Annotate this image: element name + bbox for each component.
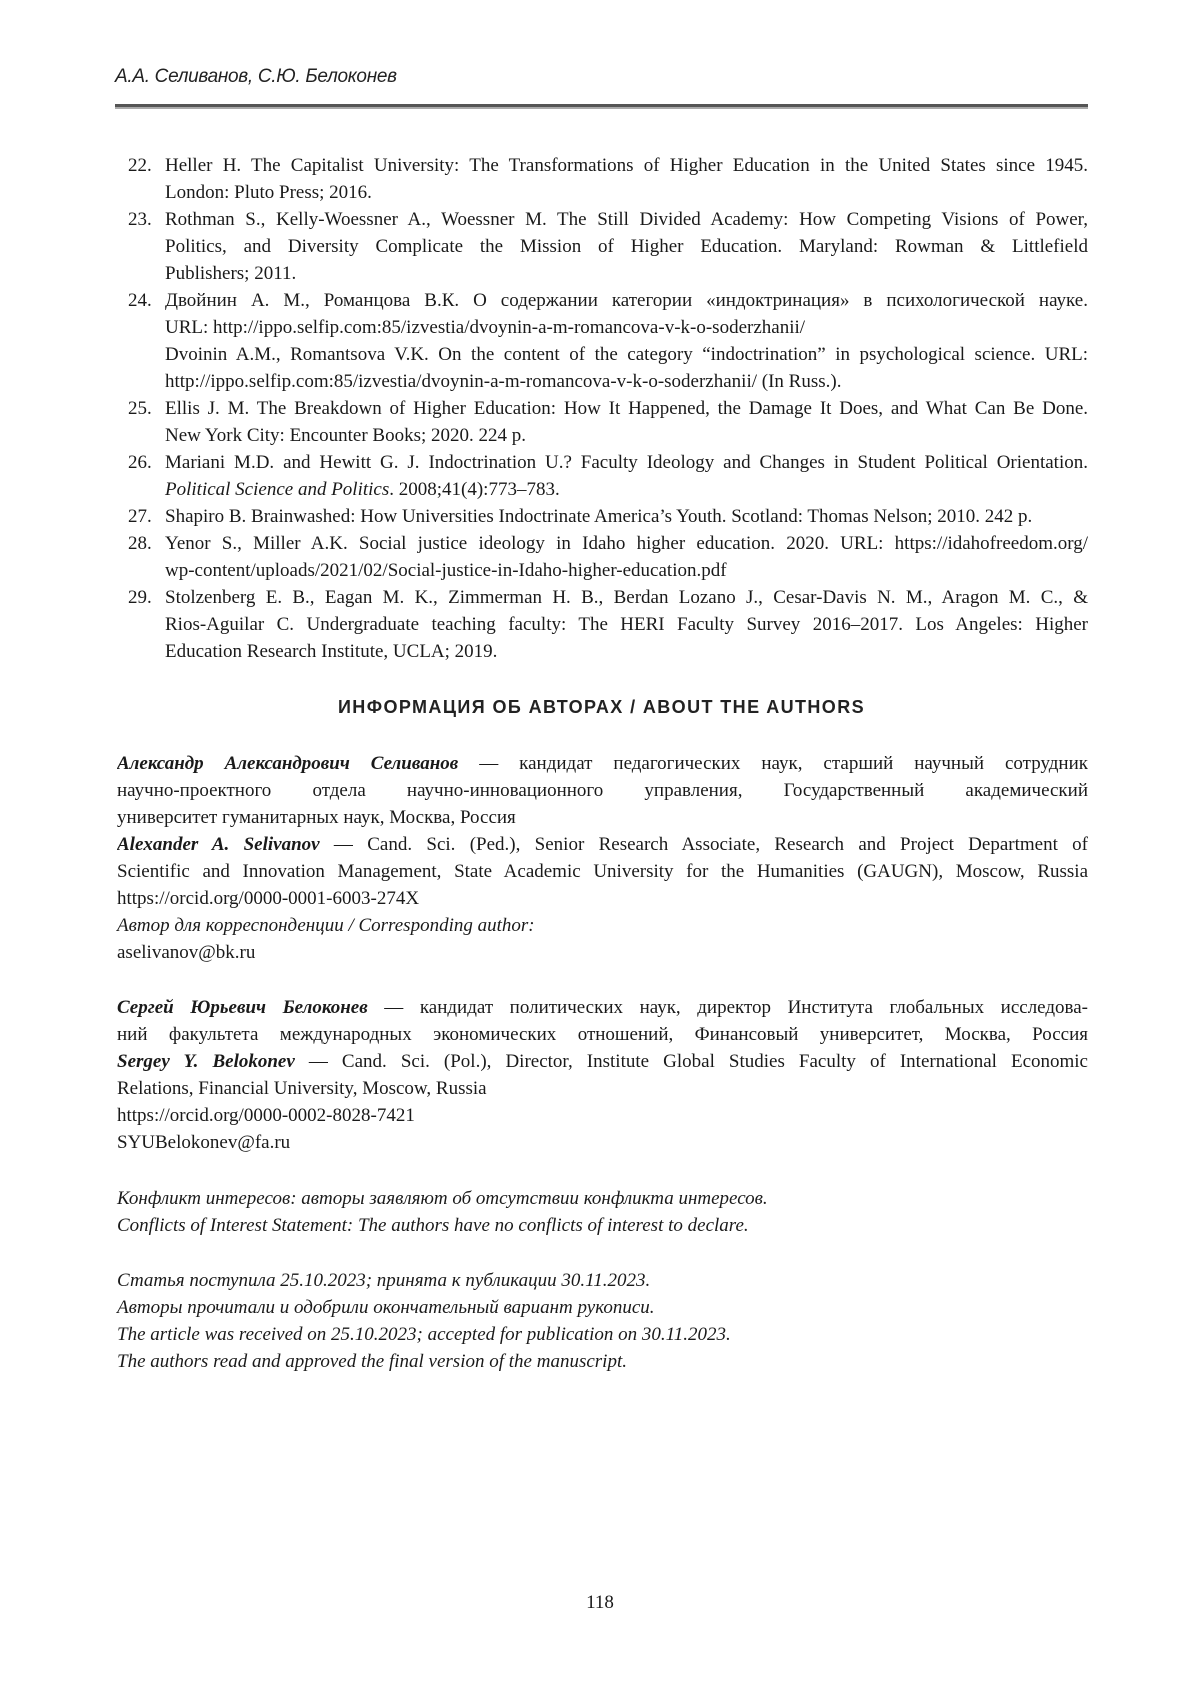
text-line — [117, 912, 1088, 939]
text-segment: Mariani M.D. and Hewitt G. J. Indoctrination U.? Faculty Ideology and Changes in Student Political Orientation. — [165, 452, 1088, 473]
text-segment: aselivanov@bk.ru — [117, 942, 255, 963]
text-segment: The authors read and approved the final version of the manuscript. — [117, 1351, 627, 1372]
text-segment: научно-проектного отдела научно-инновационного управления, Государственный академический — [117, 780, 1088, 801]
text-line — [117, 1185, 1088, 1212]
text-segment: Scientific and Innovation Management, State Academic University for the Humanities (GAUGN), Moscow, Russia — [117, 861, 1088, 882]
text-segment: Rothman S., Kelly-Woessner A., Woessner M. The Still Divided Academy: How Competing Visions of Power, — [165, 209, 1088, 230]
reference-list — [128, 152, 1088, 665]
text-segment: Конфликт интересов: авторы заявляют об отсутствии конфликта интересов. — [117, 1188, 768, 1209]
text-line — [117, 831, 1088, 858]
text-segment: The article was received on 25.10.2023; accepted for publication on 30.11.2023. — [117, 1324, 731, 1345]
text-segment: Heller H. The Capitalist University: The Transformations of Higher Education in the United States since 1945. — [165, 155, 1088, 176]
text-line — [117, 1212, 1088, 1239]
text-segment: Stolzenberg E. B., Eagan M. K., Zimmerman H. B., Berdan Lozano J., Cesar-Davis N. M., Aragon M. C., & — [165, 587, 1088, 608]
text-line — [117, 1321, 1088, 1348]
text-line — [165, 260, 1088, 287]
text-line — [165, 638, 1088, 665]
reference-number: 22. — [128, 152, 152, 179]
conflict-of-interest — [117, 1185, 1088, 1239]
text-segment: Publishers; 2011. — [165, 263, 296, 284]
text-line — [117, 939, 1088, 966]
reference-item — [128, 449, 1088, 503]
text-segment: wp-content/uploads/2021/02/Social-justice-in-Idaho-higher-education.pdf — [165, 560, 727, 581]
text-segment: http://ippo.selfip.com:85/izvestia/dvoynin-a-m-romancova-v-k-o-soderzhanii/ (In Russ.). — [165, 371, 841, 392]
text-line — [117, 885, 1088, 912]
text-segment: https://orcid.org/0000-0002-8028-7421 — [117, 1105, 415, 1126]
text-segment: — кандидат педагогических наук, старший научный сотрудник — [458, 753, 1088, 774]
text-line — [165, 395, 1088, 422]
text-line — [117, 1267, 1088, 1294]
text-line — [117, 858, 1088, 885]
text-segment: Yenor S., Miller A.K. Social justice ideology in Idaho higher education. 2020. URL: https://idahofreedom.org/ — [165, 533, 1088, 554]
text-segment: Conflicts of Interest Statement: The authors have no conflicts of interest to declare. — [117, 1215, 749, 1236]
page-number: 118 — [0, 1592, 1200, 1614]
text-line — [165, 233, 1088, 260]
text-segment: Shapiro B. Brainwashed: How Universities Indoctrinate America’s Youth. Scotland: Thomas Nelson; 2010. 242 p. — [165, 506, 1032, 527]
authors-heading: ИНФОРМАЦИЯ ОБ АВТОРАХ / ABOUT THE AUTHORS — [115, 694, 1088, 721]
running-title: А.А. Селиванов, С.Ю. Белоконев — [115, 66, 397, 88]
text-segment: Dvoinin A.M., Romantsova V.K. On the content of the category “indoctrination” in psychological science. URL: — [165, 344, 1088, 365]
text-line — [165, 449, 1088, 476]
text-segment: Relations, Financial University, Moscow, Russia — [117, 1078, 487, 1099]
text-segment: URL: http://ippo.selfip.com:85/izvestia/dvoynin-a-m-romancova-v-k-o-soderzhanii/ — [165, 317, 805, 338]
text-segment: . 2008;41(4):773–783. — [389, 479, 559, 500]
reference-number: 29. — [128, 584, 152, 611]
text-segment: Education Research Institute, UCLA; 2019. — [165, 641, 497, 662]
reference-number: 25. — [128, 395, 152, 422]
text-line — [117, 777, 1088, 804]
text-line — [165, 152, 1088, 179]
reference-number: 23. — [128, 206, 152, 233]
text-segment: университет гуманитарных наук, Москва, Россия — [117, 807, 516, 828]
text-line — [117, 1075, 1088, 1102]
author-info-belokonev — [117, 994, 1088, 1156]
text-line — [165, 341, 1088, 368]
author-info-selivanov — [117, 750, 1088, 966]
text-segment: Авторы прочитали и одобрили окончательный вариант рукописи. — [117, 1297, 655, 1318]
author-name: Alexander A. Selivanov — [117, 834, 320, 855]
author-name: Александр Александрович Селиванов — [117, 753, 458, 774]
text-segment: SYUBelokonev@fa.ru — [117, 1132, 290, 1153]
reference-item — [128, 530, 1088, 584]
text-segment: Rios-Aguilar C. Undergraduate teaching faculty: The HERI Faculty Survey 2016–2017. Los Angeles: Higher — [165, 614, 1088, 635]
header-rule — [115, 104, 1088, 109]
text-line — [165, 368, 1088, 395]
text-line — [117, 994, 1088, 1021]
reference-number: 24. — [128, 287, 152, 314]
text-line — [117, 1348, 1088, 1375]
text-segment: Political Science and Politics — [165, 479, 389, 500]
text-line — [165, 206, 1088, 233]
text-segment: Ellis J. M. The Breakdown of Higher Education: How It Happened, the Damage It Does, and What Can Be Done. — [165, 398, 1088, 419]
text-segment: New York City: Encounter Books; 2020. 224 p. — [165, 425, 526, 446]
text-segment: — кандидат политических наук, директор Института глобальных исследова- — [368, 997, 1088, 1018]
reference-item — [128, 395, 1088, 449]
text-segment: — Cand. Sci. (Ped.), Senior Research Associate, Research and Project Department of — [320, 834, 1088, 855]
text-line — [165, 557, 1088, 584]
reference-item — [128, 206, 1088, 287]
text-segment: Politics, and Diversity Complicate the Mission of Higher Education. Maryland: Rowman & Littlefield — [165, 236, 1088, 257]
reference-item — [128, 152, 1088, 206]
text-line — [165, 314, 1088, 341]
text-segment: Автор для корреспонденции / Corresponding author: — [117, 915, 535, 936]
text-line — [165, 503, 1088, 530]
reference-item — [128, 503, 1088, 530]
text-line — [165, 530, 1088, 557]
text-line — [117, 1129, 1088, 1156]
text-line — [117, 804, 1088, 831]
reference-item — [128, 287, 1088, 395]
reference-number: 27. — [128, 503, 152, 530]
text-line — [117, 1294, 1088, 1321]
text-segment: https://orcid.org/0000-0001-6003-274X — [117, 888, 419, 909]
reference-number: 28. — [128, 530, 152, 557]
text-line — [165, 611, 1088, 638]
text-line — [165, 476, 1088, 503]
text-segment: ний факультета международных экономических отношений, Финансовый университет, Москва, Россия — [117, 1024, 1088, 1045]
author-name: Сергей Юрьевич Белоконев — [117, 997, 368, 1018]
reference-number: 26. — [128, 449, 152, 476]
text-segment: — Cand. Sci. (Pol.), Director, Institute Global Studies Faculty of International Economic — [295, 1051, 1088, 1072]
author-name: Sergey Y. Belokonev — [117, 1051, 295, 1072]
text-segment: Двойнин А. М., Романцова В.К. О содержании категории «индоктринация» в психологической науке. — [165, 290, 1088, 311]
article-dates — [117, 1267, 1088, 1375]
text-line — [165, 179, 1088, 206]
text-segment: Статья поступила 25.10.2023; принята к публикации 30.11.2023. — [117, 1270, 650, 1291]
text-segment: London: Pluto Press; 2016. — [165, 182, 372, 203]
text-line — [117, 1021, 1088, 1048]
text-line — [165, 422, 1088, 449]
reference-item — [128, 584, 1088, 665]
text-line — [165, 287, 1088, 314]
text-line — [117, 750, 1088, 777]
text-line — [117, 1048, 1088, 1075]
text-line — [117, 1102, 1088, 1129]
text-line — [165, 584, 1088, 611]
